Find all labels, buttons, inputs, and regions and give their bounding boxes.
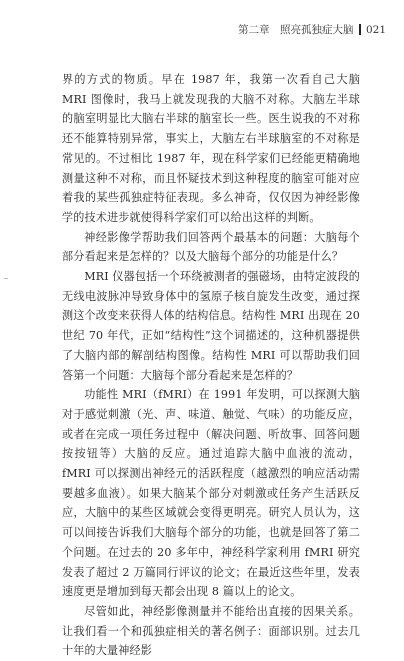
margin-mark (4, 278, 8, 279)
paragraph-continuation: 界的方式的物质。早在 1987 年，我第一次看自己大脑 MRI 图像时，我马上就发现我的大脑不对称。大脑左半球的脑室明显比大脑右半球的脑室长一些。医生说我的不对称还不能算特别异常，事实上，大脑左右半球脑室的不对称是常见的。不过相比 1987 年，现在科学家们已经能更精确地测量这种不对称，而且怀疑技术到这种程度的脑室可能对应着我的某些孤独症特征表现。多么神奇，仅仅因为神经影像学的技术进步就使得科学家们可以给出这样的判断。 (62, 73, 360, 224)
paragraph-functional-mri: 功能性 MRI（fMRI）在 1991 年发明，可以探测大脑对于感觉刺激（光、声、味道、触觉、气味）的功能反应，或者在完成一项任务过程中（解决问题、听故事、回答问题按按钮等）大脑的反应。通过追踪大脑中血液的流动，fMRI 可以探测出神经元的活跃程度（越激烈的响应活动需要越多血液）。如果大脑某个部分对刺激或任务产生活跃反应，大脑中的某些区域就会变得更明亮。研究人员认为，这可以间接告诉我们大脑每个部分的功能，也就是回答了第二个问题。在过去的 20 多年中，神经科学家利用 fMRI 研究发表了超过 2 万篇同行评议的论文；在最近这些年里，发表速度更是增加到每天都会出现 8 篇以上的论文。 (62, 388, 360, 599)
page-body (62, 70, 360, 661)
chapter-title: 第二章 照亮孤独症大脑 (237, 24, 354, 36)
paragraph-face-recognition: 尽管如此，神经影像测量并不能给出直接的因果关系。让我们看一个和孤独症相关的著名例子：面部识别。过去几十年的大量神经影 (62, 604, 360, 658)
paragraph-neuroimaging-questions: 神经影像学帮助我们回答两个最基本的问题：大脑每个部分看起来是怎样的？以及大脑每个部分的功能是什么？ (62, 230, 360, 264)
header-divider (359, 24, 361, 35)
running-header (238, 22, 386, 37)
paragraph-structural-mri: MRI 仪器包括一个环绕被测者的强磁场，由特定波段的无线电波脉冲导致身体中的氢原子核自旋发生改变，通过探测这个改变来获得人体的结构信息。结构性 MRI 出现在 20 世纪 70 年代，正如“结构性”这个词描述的，这种机器提供了大脑内部的解剖结构图像。结构性 MRI 可以帮助我们回答第一个问题：大脑每个部分看起来是怎样的？ (62, 270, 360, 382)
page-number: 021 (365, 23, 386, 36)
